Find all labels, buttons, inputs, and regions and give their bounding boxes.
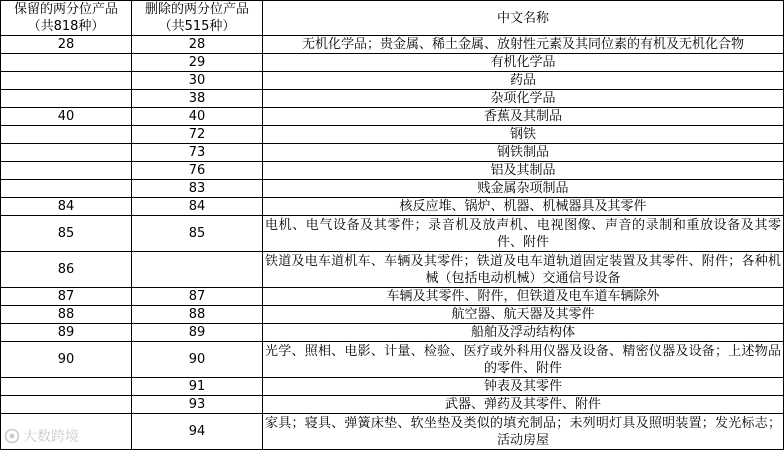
kept-code-cell bbox=[1, 72, 132, 90]
table-row bbox=[1, 108, 784, 126]
product-name-cell: 杂项化学品 bbox=[263, 90, 784, 108]
removed-code-cell: 29 bbox=[132, 54, 263, 72]
table-row bbox=[1, 144, 784, 162]
product-name-cell: 贱金属杂项制品 bbox=[263, 180, 784, 198]
removed-code-cell: 94 bbox=[132, 414, 263, 450]
product-name-cell: 钟表及其零件 bbox=[263, 378, 784, 396]
kept-code-cell: 28 bbox=[1, 36, 132, 54]
product-name-cell: 船舶及浮动结构体 bbox=[263, 324, 784, 342]
product-name-cell: 钢铁 bbox=[263, 126, 784, 144]
product-name-cell: 家具；寝具、弹簧床垫、软坐垫及类似的填充制品；未列明灯具及照明装置；发光标志；活动房屋 bbox=[263, 414, 784, 450]
removed-header-count: （共515种） bbox=[158, 19, 236, 34]
product-name-cell: 药品 bbox=[263, 72, 784, 90]
kept-code-cell: 87 bbox=[1, 288, 132, 306]
kept-code-cell: 40 bbox=[1, 108, 132, 126]
kept-code-cell bbox=[1, 180, 132, 198]
product-name-cell: 有机化学品 bbox=[263, 54, 784, 72]
header-row bbox=[1, 1, 784, 36]
table-row bbox=[1, 288, 784, 306]
kept-header-count: （共818种） bbox=[27, 19, 105, 34]
table-row bbox=[1, 252, 784, 288]
name-column-header: 中文名称 bbox=[263, 1, 784, 36]
removed-code-cell: 89 bbox=[132, 324, 263, 342]
removed-code-cell: 28 bbox=[132, 36, 263, 54]
removed-code-cell: 91 bbox=[132, 378, 263, 396]
kept-code-cell: 88 bbox=[1, 306, 132, 324]
table-row bbox=[1, 54, 784, 72]
watermark bbox=[4, 426, 79, 446]
removed-code-cell: 84 bbox=[132, 198, 263, 216]
kept-code-cell bbox=[1, 162, 132, 180]
removed-column-header bbox=[132, 1, 263, 36]
removed-code-cell: 72 bbox=[132, 126, 263, 144]
table-row bbox=[1, 342, 784, 378]
table-row bbox=[1, 36, 784, 54]
product-name-cell: 无机化学品；贵金属、稀土金属、放射性元素及其同位素的有机及无机化合物 bbox=[263, 36, 784, 54]
removed-code-cell: 88 bbox=[132, 306, 263, 324]
watermark-text: 大数跨境 bbox=[23, 429, 79, 445]
removed-code-cell bbox=[132, 252, 263, 288]
table-row bbox=[1, 396, 784, 414]
removed-code-cell: 73 bbox=[132, 144, 263, 162]
product-name-cell: 铝及其制品 bbox=[263, 162, 784, 180]
product-name-cell: 香蕉及其制品 bbox=[263, 108, 784, 126]
product-name-cell: 光学、照相、电影、计量、检验、医疗或外科用仪器及设备、精密仪器及设备；上述物品的零件、附件 bbox=[263, 342, 784, 378]
removed-code-cell: 76 bbox=[132, 162, 263, 180]
removed-code-cell: 83 bbox=[132, 180, 263, 198]
kept-code-cell: 90 bbox=[1, 342, 132, 378]
removed-header-label: 删除的两分位产品 bbox=[144, 2, 249, 17]
table-row bbox=[1, 216, 784, 252]
table-row bbox=[1, 378, 784, 396]
kept-code-cell bbox=[1, 378, 132, 396]
table-row bbox=[1, 162, 784, 180]
table-row bbox=[1, 180, 784, 198]
kept-code-cell: 89 bbox=[1, 324, 132, 342]
removed-code-cell: 30 bbox=[132, 72, 263, 90]
kept-code-cell bbox=[1, 126, 132, 144]
kept-code-cell bbox=[1, 396, 132, 414]
product-name-cell: 车辆及其零件、附件，但铁道及电车道车辆除外 bbox=[263, 288, 784, 306]
product-name-cell: 铁道及电车道机车、车辆及其零件；铁道及电车道轨道固定装置及其零件、附件；各种机械（包括电动机械）交通信号设备 bbox=[263, 252, 784, 288]
table-row bbox=[1, 198, 784, 216]
removed-code-cell: 38 bbox=[132, 90, 263, 108]
product-name-cell: 航空器、航天器及其零件 bbox=[263, 306, 784, 324]
product-name-cell: 核反应堆、锅炉、机器、机械器具及其零件 bbox=[263, 198, 784, 216]
removed-code-cell: 90 bbox=[132, 342, 263, 378]
removed-code-cell: 40 bbox=[132, 108, 263, 126]
removed-code-cell: 85 bbox=[132, 216, 263, 252]
removed-code-cell: 87 bbox=[132, 288, 263, 306]
table-row bbox=[1, 324, 784, 342]
kept-code-cell: 84 bbox=[1, 198, 132, 216]
product-name-cell: 钢铁制品 bbox=[263, 144, 784, 162]
kept-code-cell bbox=[1, 54, 132, 72]
product-name-cell: 电机、电气设备及其零件；录音机及放声机、电视图像、声音的录制和重放设备及其零件、附件 bbox=[263, 216, 784, 252]
table-row bbox=[1, 90, 784, 108]
table-row bbox=[1, 306, 784, 324]
product-name-cell: 武器、弹药及其零件、附件 bbox=[263, 396, 784, 414]
table-row bbox=[1, 72, 784, 90]
kept-code-cell bbox=[1, 90, 132, 108]
kept-column-header bbox=[1, 1, 132, 36]
table-row bbox=[1, 126, 784, 144]
watermark-logo-icon bbox=[4, 428, 20, 444]
kept-code-cell: 86 bbox=[1, 252, 132, 288]
removed-code-cell: 93 bbox=[132, 396, 263, 414]
table-row bbox=[1, 414, 784, 450]
kept-code-cell bbox=[1, 144, 132, 162]
kept-header-label: 保留的两分位产品 bbox=[13, 2, 118, 17]
kept-code-cell: 85 bbox=[1, 216, 132, 252]
